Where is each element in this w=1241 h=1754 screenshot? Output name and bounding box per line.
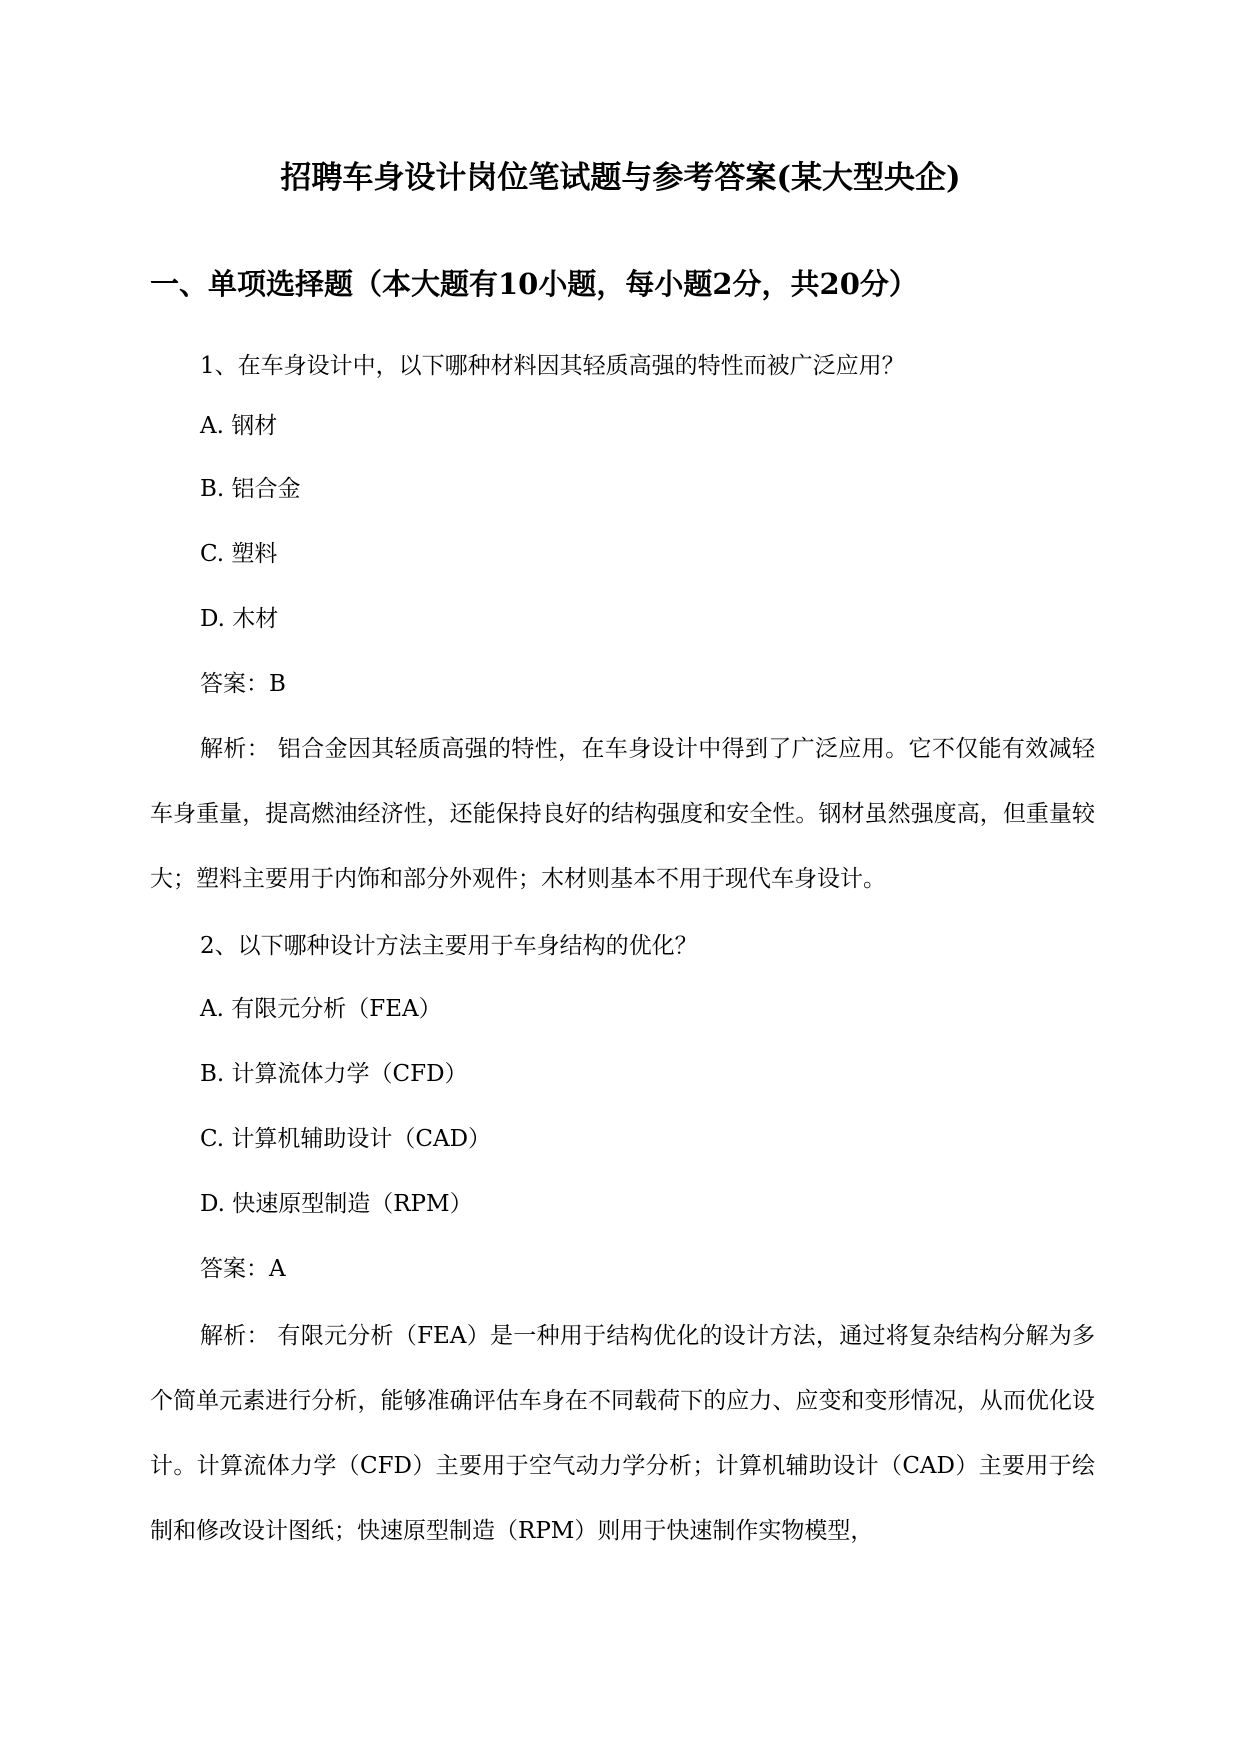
question-1-option-a: A. 钢材 [200, 413, 278, 439]
question-1-analysis: 解析： 铝合金因其轻质高强的特性，在车身设计中得到了广泛应用。它不仅能有效减轻车身重量，提高燃油经济性，还能保持良好的结构强度和安全性。钢材虽然强度高，但重量较大；塑料主要用于内饰和部分外观件；木材则基本不用于现代车身设计。 [150, 736, 1095, 892]
section-heading: 一、单项选择题（本大题有10小题，每小题2分，共20分） [150, 267, 918, 301]
document-title: 招聘车身设计岗位笔试题与参考答案(某大型央企) [280, 160, 961, 196]
question-1-stem: 1、在车身设计中，以下哪种材料因其轻质高强的特性而被广泛应用？ [200, 353, 905, 379]
question-1-option-c: C. 塑料 [200, 541, 278, 567]
question-2-analysis: 解析： 有限元分析（FEA）是一种用于结构优化的设计方法，通过将复杂结构分解为多个简单元素进行分析，能够准确评估车身在不同载荷下的应力、应变和变形情况，从而优化设计。计算流体力学（CFD）主要用于空气动力学分析；计算机辅助设计（CAD）主要用于绘制和修改设计图纸；快速原型制造（RPM）则用于快速制作实物模型， [150, 1323, 1095, 1544]
question-2-answer: 答案：A [200, 1256, 286, 1282]
question-1-option-d: D. 木材 [200, 606, 279, 632]
question-2-option-c: C. 计算机辅助设计（CAD） [200, 1126, 492, 1152]
question-1-answer: 答案：B [200, 671, 286, 697]
question-1-option-b: B. 铝合金 [200, 476, 301, 502]
question-2-option-b: B. 计算流体力学（CFD） [200, 1061, 468, 1087]
question-2-stem: 2、以下哪种设计方法主要用于车身结构的优化？ [200, 933, 698, 959]
question-2-option-a: A. 有限元分析（FEA） [200, 996, 442, 1022]
question-2-option-d: D. 快速原型制造（RPM） [200, 1191, 473, 1217]
